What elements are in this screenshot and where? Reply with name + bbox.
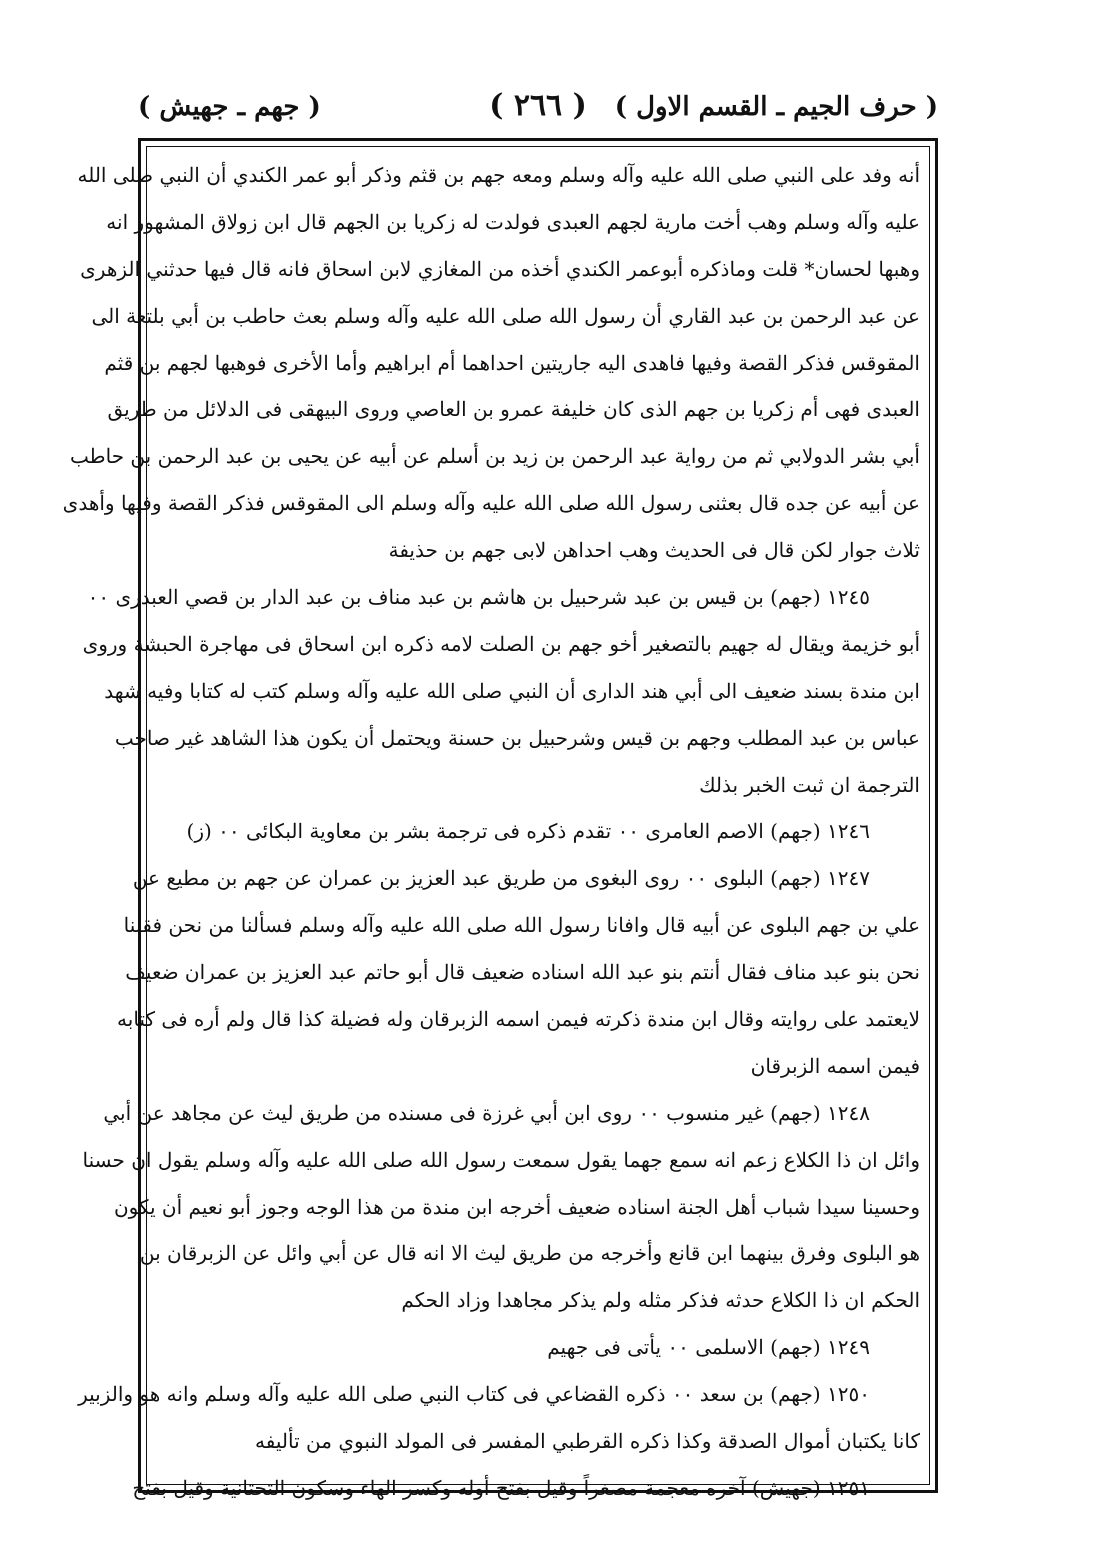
header-entry-range: ( جهم ـ جهيش )	[138, 92, 321, 122]
text-line: ابن مندة بسند ضعيف الى أبي هند الدارى أن النبي صلى الله عليه وآله وسلم كتب له كتابا وفيه شهد	[104, 678, 920, 703]
text-line: عن أبيه عن جده قال بعثنى رسول الله صلى الله عليه وآله وسلم الى المقوقس فذكر القصة وفيها وأهدى	[62, 491, 920, 516]
text-line: أبي بشر الدولابي ثم من رواية عبد الرحمن بن زيد بن أسلم عن أبيه عن يحيى بن عبد الرحمن بن حاطب	[70, 444, 920, 469]
text-line: كانا يكتبان أموال الصدقة وكذا ذكره القرطبي المفسر فى المولد النبوي من تأليفه	[255, 1429, 920, 1454]
entry-line: ١٢٤٥ (جهم) بن قيس بن عبد شرحبيل بن هاشم بن عبد مناف بن عبد الدار بن قصي العبدرى ٠٠	[87, 585, 870, 610]
text-line: عليه وآله وسلم وهب أخت مارية لجهم العبدى فولدت له زكريا بن الجهم قال ابن زولاق المشهور انه	[106, 209, 920, 234]
text-line: علي بن جهم البلوى عن أبيه قال وافانا رسول الله صلى الله عليه وآله وسلم فسألنا من نحن فقلنا	[123, 913, 920, 938]
text-line: فيمن اسمه الزبرقان	[750, 1053, 920, 1078]
page-header	[138, 88, 938, 134]
entry-line: ١٢٥١ (جهيش) آخره معجمة مصغراً وقيل بفتح أوله وكسر الهاء وسكون التحتانية وقيل بفتح	[132, 1475, 870, 1500]
text-line: عباس بن عبد المطلب وجهم بن قيس وشرحبيل بن حسنة ويحتمل أن يكون هذا الشاهد غير صاحب	[114, 725, 920, 750]
text-line: لايعتمد على روايته وقال ابن مندة ذكرته فيمن اسمه الزبرقان وله فضيلة كذا قال ولم أره فى كتابه	[117, 1007, 920, 1032]
text-line: ثلاث جوار لكن قال فى الحديث وهب احداهن لابى جهم بن حذيفة	[388, 538, 920, 563]
text-line: العبدى فهى أم زكريا بن جهم الذى كان خليفة عمرو بن العاصي وروى البيهقى فى الدلائل من طريق	[107, 397, 920, 422]
entry-line: ١٢٥٠ (جهم) بن سعد ٠٠ ذكره القضاعي فى كتاب النبي صلى الله عليه وآله وسلم وانه هو والزبير	[78, 1382, 870, 1407]
page-number: ( ٢٦٦ )	[489, 88, 587, 123]
text-line: وهبها لحسان* قلت وماذكره أبوعمر الكندي أخذه من المغازي لابن اسحاق فانه قال فيها حدثني الزهرى	[80, 256, 920, 281]
entry-line: ١٢٤٨ (جهم) غير منسوب ٠٠ روى ابن أبي غرزة فى مسنده من طريق ليث عن مجاهد عن أبي	[103, 1100, 870, 1125]
text-line: الترجمة ان ثبت الخبر بذلك	[699, 772, 920, 797]
text-body	[62, 152, 920, 1500]
text-line: وائل ان ذا الكلاع زعم انه سمع جهما يقول سمعت رسول الله صلى الله عليه وآله وسلم يقول ان حسنا	[82, 1147, 920, 1172]
text-line: المقوقس فذكر القصة وفيها فاهدى اليه جاريتين احداهما أم ابراهيم وأما الأخرى فوهبها لجهم بن قثم	[104, 350, 920, 375]
text-line: نحن بنو عبد مناف فقال أنتم بنو عبد الله اسناده ضعيف قال أبو حاتم عبد العزيز بن عمران ضعيف	[125, 960, 920, 985]
text-line: أنه وفد على النبي صلى الله عليه وآله وسلم ومعه جهم بن قثم وذكر أبو عمر الكندي أن النبي صلى الله	[77, 163, 920, 187]
text-line: عن عبد الرحمن بن عبد القاري أن رسول الله صلى الله عليه وآله وسلم بعث حاطب بن أبي بلتعة الى	[91, 303, 920, 328]
entry-line: ١٢٤٧ (جهم) البلوى ٠٠ روى البغوى من طريق عبد العزيز بن عمران عن جهم بن مطيع عن	[132, 866, 870, 891]
text-line: أبو خزيمة ويقال له جهيم بالتصغير أخو جهم بن الصلت لامه ذكره ابن اسحاق فى مهاجرة الحبشة وروى	[82, 631, 920, 656]
header-section-title: ( حرف الجيم ـ القسم الاول )	[614, 92, 938, 122]
text-line: وحسينا سيدا شباب أهل الجنة اسناده ضعيف أخرجه ابن مندة من هذا الوجه وجوز أبو نعيم أن يكون	[113, 1194, 920, 1219]
text-line: هو البلوى وفرق بينهما ابن قانع وأخرجه من طريق ليث الا انه قال عن أبي وائل عن الزبرقان بن	[139, 1241, 920, 1266]
entry-line: ١٢٤٦ (جهم) الاصم العامرى ٠٠ تقدم ذكره فى ترجمة بشر بن معاوية البكائى ٠٠ (ز)	[186, 819, 870, 844]
text-line: الحكم ان ذا الكلاع حدثه فذكر مثله ولم يذكر مجاهدا وزاد الحكم	[401, 1288, 920, 1313]
entry-line: ١٢٤٩ (جهم) الاسلمى ٠٠ يأتى فى جهيم	[547, 1335, 870, 1360]
